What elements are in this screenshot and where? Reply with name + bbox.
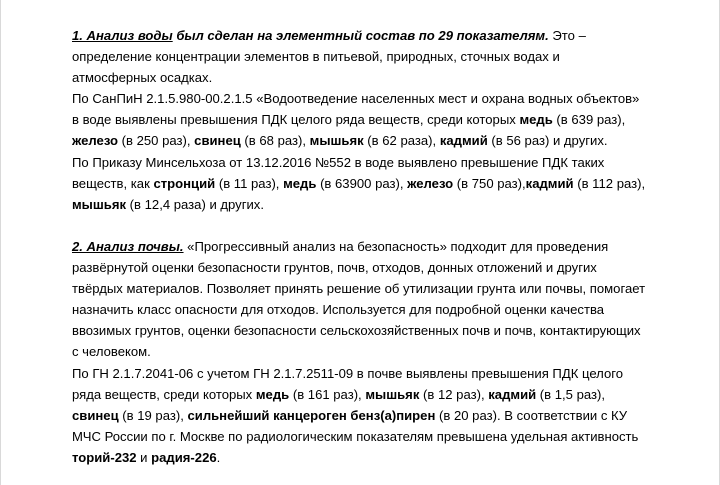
section2-line-11 <box>72 447 662 468</box>
substance-copper: медь <box>255 386 290 402</box>
section2-line-5: ввозимых грунтов, оценки безопасности сельскохозяйственных почв и почв, контактирующих <box>72 323 641 339</box>
section2-line-9 <box>72 405 662 426</box>
section2-heading-link[interactable]: 2. Анализ почвы. <box>72 238 184 254</box>
section1-line-1 <box>72 25 662 46</box>
substance-iron: железо <box>407 175 454 191</box>
substance-copper: медь <box>519 112 553 128</box>
section2-line-7: По ГН 2.1.7.2041-06 с учетом ГН 2.1.7.2511-09 в почве выявлены превышения ПДК целого <box>72 365 624 381</box>
section2-text: «Прогрессивный анализ на безопасность» подходит для проведения <box>183 238 609 254</box>
text: веществ, как <box>72 175 154 191</box>
substance-arsenic: мышьяк <box>72 196 127 212</box>
section1-text: Это – <box>548 28 586 43</box>
section1-line-7: По Приказу Минсельхоза от 13.12.2016 №552 в воде выявлено превышение ПДК таких <box>72 154 605 170</box>
section2-line-4: назначить класс опасности для отходов. Используется для подробной оценки качества <box>72 302 605 318</box>
substance-lead: свинец <box>194 133 241 149</box>
text: (в 20 раз). В соответствии с КУ <box>435 407 628 423</box>
section2-line-1 <box>72 236 662 257</box>
text: (в 12,4 раза) и других. <box>126 196 264 212</box>
section2-line-10: МЧС России по г. Москве по радиологическим показателям превышена удельная активность <box>72 428 639 444</box>
section1-line-3: атмосферных осадках. <box>72 70 213 86</box>
section2-line-2: развёрнутой оценки безопасности грунтов, почв, отходов, донных отложений и других <box>72 260 597 276</box>
section1-line-6 <box>72 130 662 151</box>
text: и <box>136 449 152 465</box>
text: (в 1,5 раз), <box>536 386 606 402</box>
substance-arsenic: мышьяк <box>365 386 420 402</box>
substance-copper: медь <box>283 175 317 191</box>
text: (в 639 раз), <box>552 112 626 128</box>
section2-line-3: твёрдых материалов. Позволяет принять решение об утилизации грунта или почвы, помогает <box>72 281 646 297</box>
text: (в 12 раз), <box>419 386 489 402</box>
text: . <box>216 449 221 465</box>
substance-cadmium: кадмий <box>525 175 574 191</box>
text: (в 112 раз), <box>573 175 646 191</box>
text: (в 68 раз), <box>240 133 310 149</box>
section1-heading: был сделан на элементный состав по 29 показателям. <box>172 28 549 43</box>
text: (в 161 раз), <box>289 386 366 402</box>
substance-iron: железо <box>72 133 119 149</box>
substance-cadmium: кадмий <box>439 133 488 149</box>
substance-cadmium: кадмий <box>488 386 537 402</box>
text: (в 56 раз) и других. <box>487 133 608 149</box>
paragraph-spacer <box>72 215 662 236</box>
section1-line-8 <box>72 173 662 194</box>
text: (в 250 раз), <box>118 133 195 149</box>
text: ряда веществ, среди которых <box>72 386 256 402</box>
substance-arsenic: мышьяк <box>309 133 364 149</box>
text: (в 19 раз), <box>118 407 188 423</box>
section1-line-5 <box>72 109 662 130</box>
substance-thorium: торий-232 <box>72 449 137 465</box>
text: (в 63900 раз), <box>316 175 408 191</box>
section2-line-6: с человеком. <box>72 344 151 360</box>
text: (в 62 раза), <box>363 133 440 149</box>
substance-benzopyrene: сильнейший канцероген бенз(а)пирен <box>187 407 436 423</box>
section1-line-4: По СанПиН 2.1.5.980-00.2.1.5 «Водоотведение населенных мест и охрана водных объектов» <box>72 91 640 107</box>
substance-strontium: стронций <box>153 175 216 191</box>
text: (в 11 раз), <box>215 175 284 191</box>
text: (в 750 раз), <box>453 175 526 191</box>
section1-line-9 <box>72 194 662 215</box>
substance-lead: свинец <box>72 407 119 423</box>
text: в воде выявлены превышения ПДК целого ряда веществ, среди которых <box>72 112 520 128</box>
substance-radium: радия-226 <box>151 449 217 465</box>
section1-heading-link[interactable]: 1. Анализ воды <box>72 28 173 43</box>
document-body <box>72 25 662 468</box>
section2-line-8 <box>72 384 662 405</box>
section1-line-2: определение концентрации элементов в питьевой, природных, сточных водах и <box>72 49 560 65</box>
